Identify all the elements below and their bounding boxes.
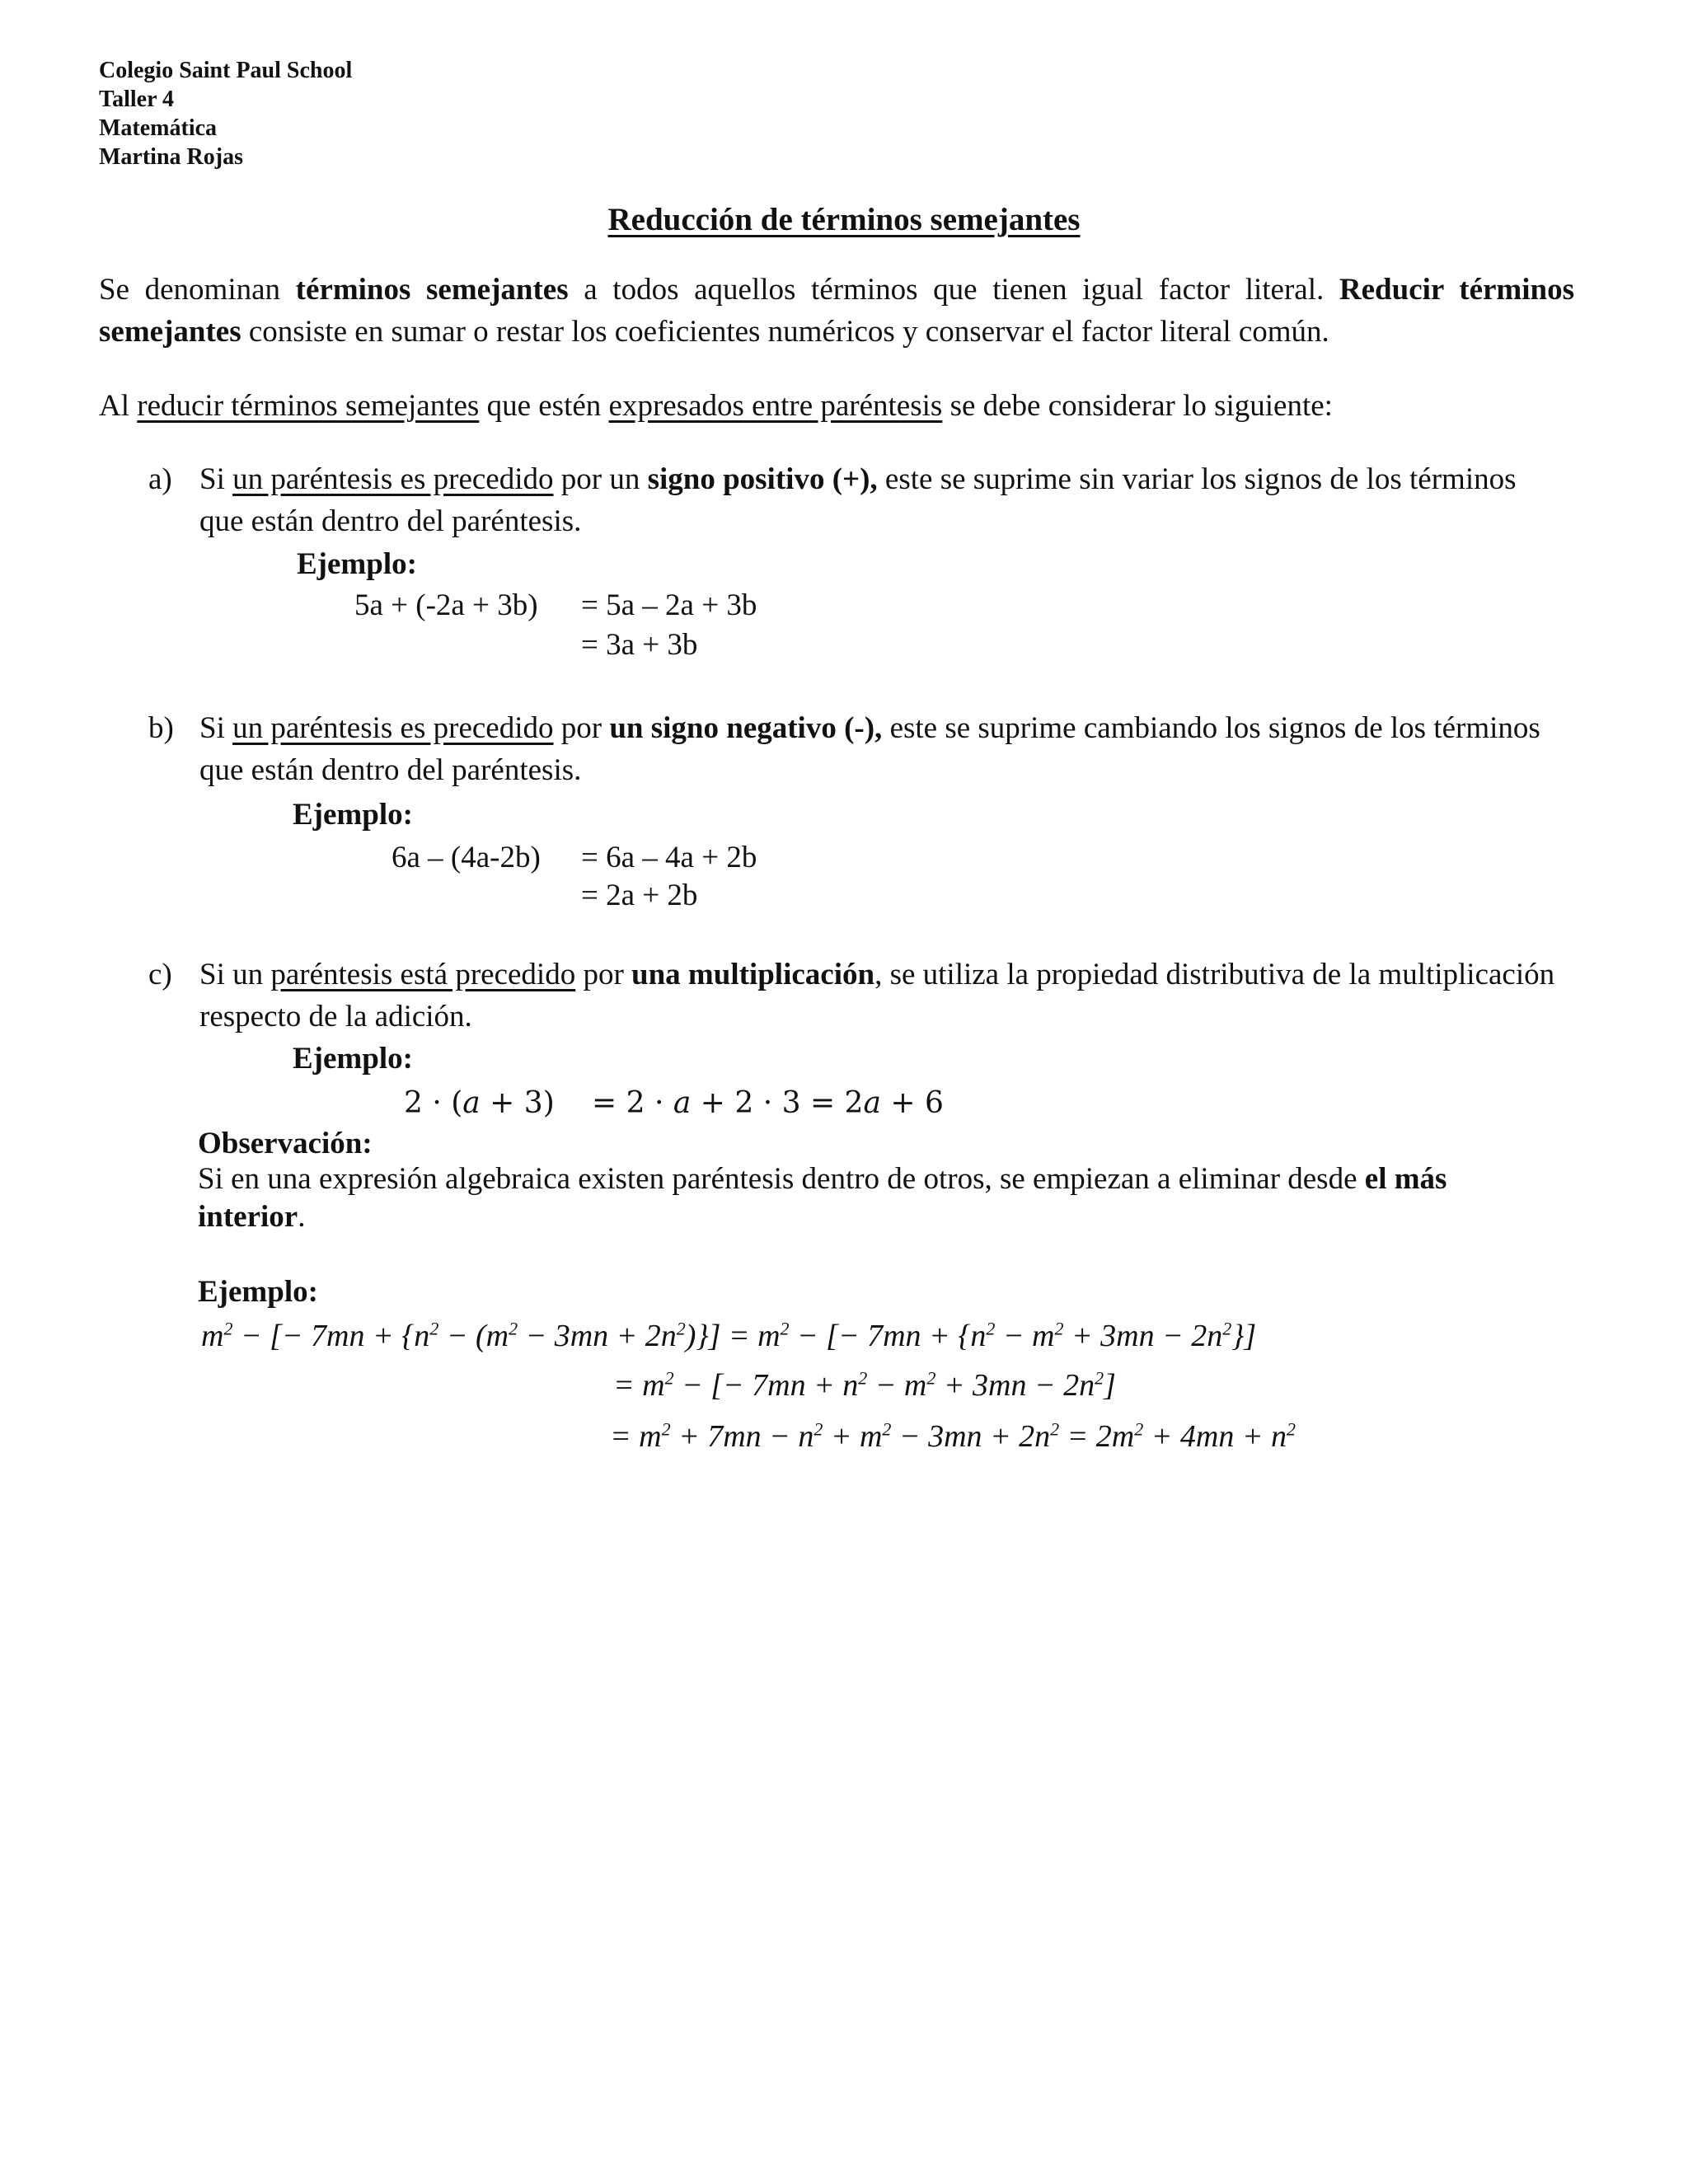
item-b-example-label: Ejemplo: [293, 798, 413, 832]
rule-intro-text-2: que estén [479, 389, 609, 423]
final-equation-line-2: = $m^2$ − [− $7mn + n^2 - m^2 + 3mn - 2n^2$] [613, 1367, 1116, 1403]
item-c-example-label: Ejemplo: [293, 1042, 413, 1076]
item-c-text-1: Si un [199, 958, 271, 991]
item-a-example-step2: = 3a + 3b [581, 628, 698, 662]
item-c-example-step1: = 2 · 𝑎 + 2 · 3 = 2𝑎 + 6 [592, 1086, 944, 1120]
item-b-text [199, 707, 1559, 791]
page-title-container [0, 199, 1688, 241]
item-a-underline: un paréntesis es precedido [232, 462, 554, 496]
item-a-bold: signo positivo (+), [647, 462, 878, 496]
item-a-label: a) [148, 462, 172, 496]
item-c-text-2: por [575, 958, 632, 991]
item-b-example-step2: = 2a + 2b [581, 879, 698, 912]
item-b-underline: un paréntesis es precedido [232, 711, 554, 745]
page-title: Reducción de términos semejantes [607, 202, 1081, 237]
rule-intro-underline-1: reducir términos semejantes [137, 389, 480, 423]
observation-text-2: . [298, 1200, 306, 1234]
observation-text [198, 1160, 1550, 1236]
rule-intro-paragraph [99, 385, 1574, 427]
final-equation-line-1: $m^2$ − [− $7mn + \{n^2 - (m^2 - 3mn + 2n^2)\}] = m^2$ − [− $7mn + \{n^2 - m^2 + 3mn - 2n^2\}$] [201, 1318, 1257, 1353]
item-b-example-step1: = 6a – 4a + 2b [581, 841, 757, 874]
item-b-example-lhs: 6a – (4a-2b) [392, 841, 541, 874]
document-header [99, 56, 352, 171]
workshop-number: Taller 4 [99, 87, 175, 112]
intro-bold-1: términos semejantes [295, 273, 569, 307]
intro-bold-2: Reducir términos semejantes [99, 273, 1575, 349]
intro-text-1: Se denominan [99, 273, 296, 307]
rule-intro-underline-2: expresados entre paréntesis [608, 389, 943, 423]
observation-label: Observación: [198, 1127, 373, 1160]
item-b-text-1: Si [199, 711, 233, 745]
intro-text-2: a todos aquellos términos que tienen igual factor literal. [568, 273, 1339, 307]
item-c-text-3: , se utiliza la propiedad distributiva de la multiplicación respecto de la adición. [199, 958, 1555, 1033]
item-a-example-step1: = 5a – 2a + 3b [581, 588, 757, 622]
item-a-text-3: este se suprime sin variar los signos de los términos que están dentro del paréntesis. [199, 462, 1517, 538]
school-name: Colegio Saint Paul School [99, 58, 353, 83]
item-c-underline: paréntesis está precedido [270, 958, 576, 991]
rule-intro-text-3: se debe considerar lo siguiente: [942, 389, 1333, 423]
item-a-text-1: Si [199, 462, 233, 496]
item-c-label: c) [148, 958, 172, 991]
observation-text-1: Si en una expresión algebraica existen paréntesis dentro de otros, se empiezan a eliminar desde [198, 1162, 1365, 1196]
item-b-text-3: este se suprime cambiando los signos de los términos que están dentro del paréntesis. [199, 711, 1540, 787]
item-c-bold: una multiplicación [631, 958, 875, 991]
subject-name: Matemática [99, 115, 218, 141]
final-example-label: Ejemplo: [198, 1275, 318, 1309]
observation-bold: el más interior [198, 1162, 1447, 1234]
intro-text-3: consiste en sumar o restar los coeficientes numéricos y conservar el factor literal común. [241, 315, 1329, 349]
item-b-bold: un signo negativo (-), [609, 711, 883, 745]
item-a-example-lhs: 5a + (-2a + 3b) [354, 588, 538, 622]
intro-paragraph [99, 269, 1574, 353]
final-equation-line-3: = $m^2 + 7mn - n^2 + m^2 - 3mn + 2n^2 = 2m^2 + 4mn + n^2$ [610, 1418, 1296, 1454]
item-b-label: b) [148, 711, 174, 745]
item-a-example-label: Ejemplo: [297, 547, 417, 581]
item-c-example-lhs: 2 · (𝑎 + 3) [404, 1086, 555, 1120]
item-a-text [199, 458, 1559, 542]
item-a-text-2: por un [553, 462, 648, 496]
rule-intro-text-1: Al [99, 389, 138, 423]
item-c-text [199, 954, 1559, 1038]
author-name: Martina Rojas [99, 144, 243, 170]
item-b-text-2: por [553, 711, 610, 745]
